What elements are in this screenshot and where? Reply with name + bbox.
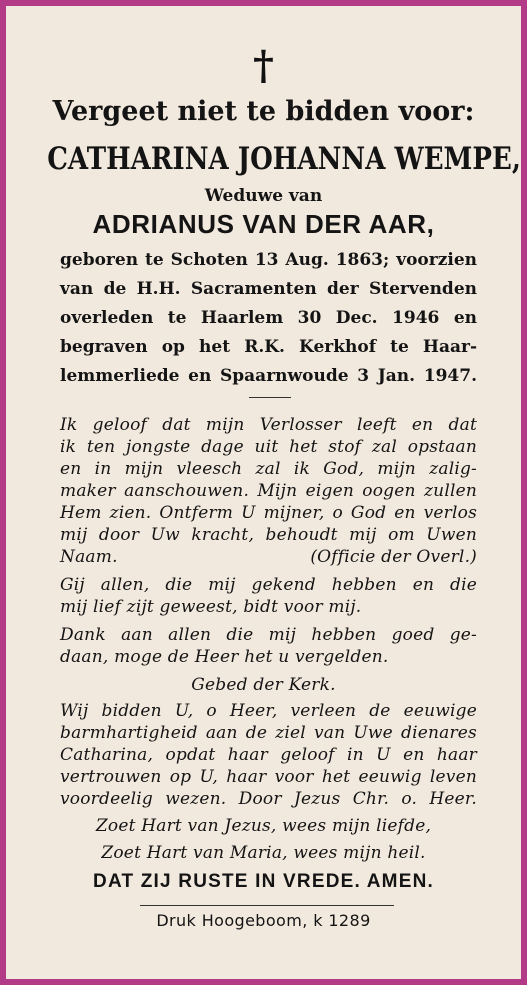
- prayer-line: [60, 547, 477, 567]
- closing-line: DAT ZIJ RUSTE IN VREDE. AMEN.: [93, 871, 434, 892]
- church-prayer-line: voordeelig wezen. Door Jezus Chr. o. Heer.: [60, 789, 477, 809]
- prayer-line: ik ten jongste dage uit het stof zal opstaan: [60, 437, 477, 457]
- divider: [140, 905, 394, 906]
- church-prayer-title: Gebed der Kerk.: [191, 675, 336, 695]
- printer-credit: Druk Hoogeboom, k 1289: [156, 911, 371, 930]
- cross-icon: †: [253, 42, 274, 89]
- prayer-line: maker aanschouwen. Mijn eigen oogen zullen: [60, 481, 477, 501]
- thanks-line: daan, moge de Heer het u vergelden.: [60, 647, 389, 667]
- bio-line: begraven op het R.K. Kerkhof te Haar-: [60, 337, 477, 357]
- bio-line: geboren te Schoten 13 Aug. 1863; voorzien: [60, 250, 477, 270]
- prayer-source: (Officie der Overl.): [310, 547, 477, 567]
- prayer-line: Ik geloof dat mijn Verlosser leeft en dat: [60, 415, 477, 435]
- bio-line: overleden te Haarlem 30 Dec. 1946 en: [60, 308, 477, 328]
- thanks-line: Dank aan allen die mij hebben goed ge-: [60, 625, 477, 645]
- ejaculation-line: Zoet Hart van Jezus, wees mijn liefde,: [95, 816, 432, 836]
- farewell-line: Gij allen, die mij gekend hebben en die: [60, 575, 477, 595]
- spouse-name: ADRIANUS VAN DER AAR,: [92, 209, 435, 239]
- prayer-line: mij door Uw kracht, behoudt mij om Uwen: [60, 525, 477, 545]
- card-heading: Vergeet niet te bidden voor:: [52, 96, 475, 127]
- prayer-line: Hem zien. Ontferm U mijner, o God en verlos: [60, 503, 477, 523]
- bio-line: lemmerliede en Spaarnwoude 3 Jan. 1947.: [60, 366, 477, 386]
- church-prayer-line: Wij bidden U, o Heer, verleen de eeuwige: [60, 701, 477, 721]
- farewell-line: mij lief zijt geweest, bidt voor mij.: [60, 597, 362, 617]
- deceased-name: CATHARINA JOHANNA WEMPE,: [47, 141, 521, 177]
- prayer-line: en in mijn vleesch zal ik God, mijn zalig-: [60, 459, 477, 479]
- church-prayer-line: Catharina, opdat haar geloof in U en haar: [60, 745, 477, 765]
- prayer-amen-word: Naam.: [60, 547, 118, 567]
- bio-line: van de H.H. Sacramenten der Stervenden: [60, 279, 477, 299]
- divider: [249, 397, 291, 398]
- ejaculation-line: Zoet Hart van Maria, wees mijn heil.: [101, 843, 426, 863]
- widow-of-label: Weduwe van: [204, 186, 323, 206]
- church-prayer-line: barmhartigheid aan de ziel van Uwe dienares: [60, 723, 477, 743]
- church-prayer-line: vertrouwen op U, haar voor het eeuwig leven: [60, 767, 477, 787]
